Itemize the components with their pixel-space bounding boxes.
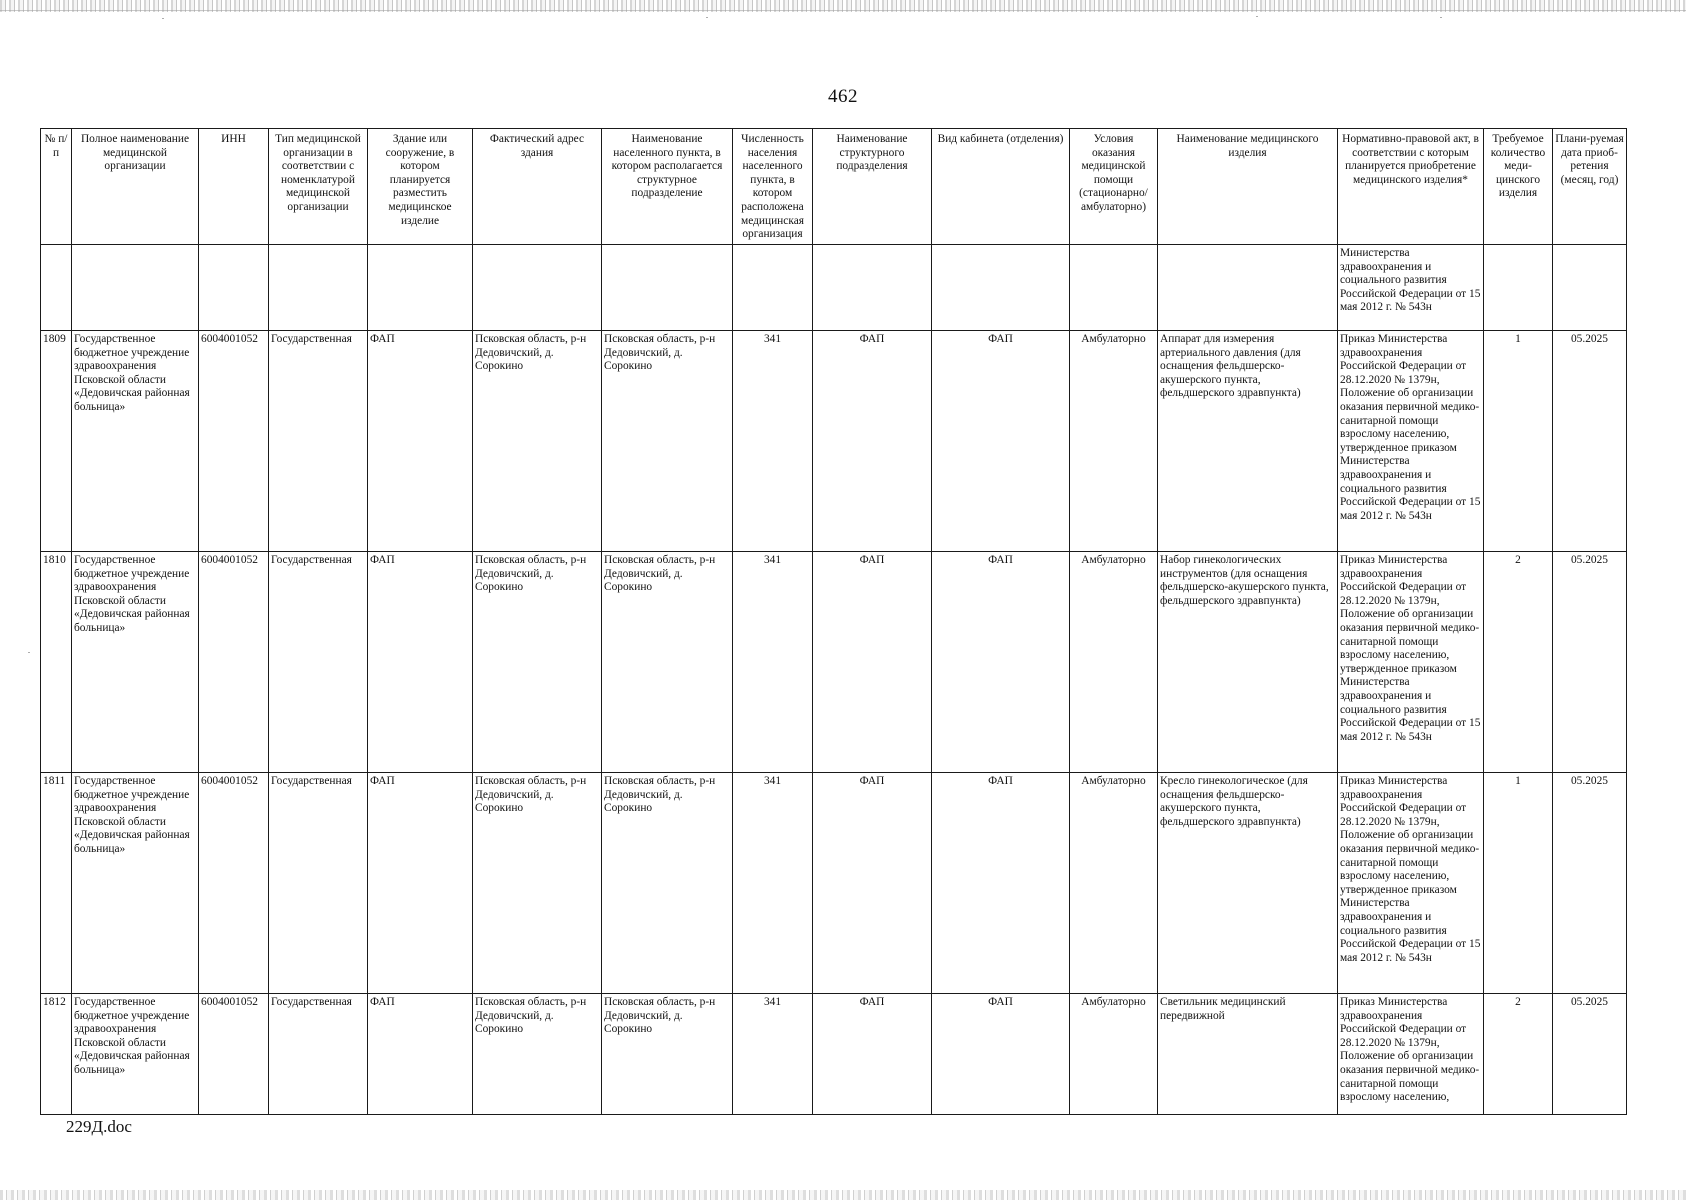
cell-cabinet: ФАП [932,773,1070,994]
cell-subdivision: ФАП [813,994,932,1115]
cell-building: ФАП [368,994,473,1115]
table-row-continuation [41,245,1627,331]
table-row [41,331,1627,552]
scan-speck [1256,16,1258,17]
header-type: Тип медицинской организации в соответствии с номенклатурой медицинской организации [269,129,368,245]
cell-legal-act: Приказ Министерства здравоохранения Российской Федерации от 28.12.2020 № 1379н, Положение об организации оказания первичной медико-санитарной помощи взрослому населению, утвержденное приказом Министерства здравоохранения и социального развития Российской Федерации от 15 мая 2012 г. № 543н [1338,552,1484,773]
cell-num: 1811 [41,773,72,994]
cell-inn: 6004001052 [199,331,269,552]
cell-org: Государственное бюджетное учреждение здравоохранения Псковской области «Дедовичская районная больница» [72,331,199,552]
cell-quantity: 2 [1484,994,1553,1115]
cell-locality: Псковская область, р-н Дедовичский, д. Сорокино [602,331,733,552]
cell-conditions: Амбулаторно [1070,773,1158,994]
cell-quantity: 1 [1484,773,1553,994]
cell-population: 341 [733,331,813,552]
cell-population: 341 [733,994,813,1115]
cell-building: ФАП [368,773,473,994]
cell-locality: Псковская область, р-н Дедовичский, д. Сорокино [602,552,733,773]
header-device: Наименование медицинского изделия [1158,129,1338,245]
header-org: Полное наименование медицинской организации [72,129,199,245]
table-row [41,994,1627,1115]
header-cabinet: Вид кабинета (отделения) [932,129,1070,245]
header-address: Фактический адрес здания [473,129,602,245]
cell-quantity: 1 [1484,331,1553,552]
header-locality: Наименование населенного пункта, в котором располагается структурное подразделение [602,129,733,245]
cell-conditions: Амбулаторно [1070,994,1158,1115]
scan-speck [706,17,708,18]
cell-cabinet: ФАП [932,994,1070,1115]
equipment-table [40,128,1627,1115]
cell-cabinet: ФАП [932,552,1070,773]
cell-address: Псковская область, р-н Дедовичский, д. Сорокино [473,331,602,552]
equipment-table-wrapper [40,128,1626,1115]
cell-device: Кресло гинекологическое (для оснащения фельдшерско-акушерского пункта, фельдшерского здравпункта) [1158,773,1338,994]
cell-org: Государственное бюджетное учреждение здравоохранения Псковской области «Дедовичская районная больница» [72,552,199,773]
scan-edge-bottom [0,1190,1686,1200]
table-row [41,773,1627,994]
cell-quantity: 2 [1484,552,1553,773]
cell-subdivision: ФАП [813,552,932,773]
cell-population: 341 [733,773,813,994]
cell-address: Псковская область, р-н Дедовичский, д. Сорокино [473,773,602,994]
header-building: Здание или сооружение, в котором планируется разместить медицинское изделие [368,129,473,245]
header-num: № п/п [41,129,72,245]
cell-device: Аппарат для измерения артериального давления (для оснащения фельдшерско-акушерского пункта, фельдшерского здравпункта) [1158,331,1338,552]
cell-num: 1810 [41,552,72,773]
header-inn: ИНН [199,129,269,245]
header-legal-act: Нормативно-правовой акт, в соответствии с которым планируется приобретение медицинского изделия* [1338,129,1484,245]
cell-population: 341 [733,552,813,773]
cell-num: 1809 [41,331,72,552]
cell-date: 05.2025 [1553,994,1627,1115]
cell-building: ФАП [368,552,473,773]
scan-edge-top [0,0,1686,12]
cell-subdivision: ФАП [813,331,932,552]
cell-type: Государственная [269,994,368,1115]
cell-conditions: Амбулаторно [1070,331,1158,552]
cell-conditions: Амбулаторно [1070,552,1158,773]
cell-subdivision: ФАП [813,773,932,994]
cell-date: 05.2025 [1553,773,1627,994]
cell-type: Государственная [269,331,368,552]
cell-inn: 6004001052 [199,773,269,994]
cell-inn: 6004001052 [199,994,269,1115]
header-conditions: Условия оказания медицинской помощи (стационарно/ амбулаторно) [1070,129,1158,245]
cell-legal-act: Министерства здравоохранения и социального развития Российской Федерации от 15 мая 2012 г. № 543н [1338,245,1484,331]
cell-date: 05.2025 [1553,552,1627,773]
cell-num: 1812 [41,994,72,1115]
cell-org: Государственное бюджетное учреждение здравоохранения Псковской области «Дедовичская районная больница» [72,994,199,1115]
cell-address: Псковская область, р-н Дедовичский, д. Сорокино [473,994,602,1115]
header-population: Численность населения населенного пункта, в котором расположена медицинская организация [733,129,813,245]
cell-legal-act: Приказ Министерства здравоохранения Российской Федерации от 28.12.2020 № 1379н, Положение об организации оказания первичной медико-санитарной помощи взрослому населению, утвержденное приказом Министерства здравоохранения и социального развития Российской Федерации от 15 мая 2012 г. № 543н [1338,773,1484,994]
cell-type: Государственная [269,773,368,994]
cell-cabinet: ФАП [932,331,1070,552]
cell-legal-act: Приказ Министерства здравоохранения Российской Федерации от 28.12.2020 № 1379н, Положение об организации оказания первичной медико-санитарной помощи взрослому населению, [1338,994,1484,1115]
page-number: 462 [828,86,858,107]
table-row [41,552,1627,773]
cell-address: Псковская область, р-н Дедовичский, д. Сорокино [473,552,602,773]
cell-type: Государственная [269,552,368,773]
scan-speck [28,652,30,653]
cell-date: 05.2025 [1553,331,1627,552]
cell-org: Государственное бюджетное учреждение здравоохранения Псковской области «Дедовичская районная больница» [72,773,199,994]
document-filename: 229Д.doc [66,1117,132,1136]
scan-speck [162,18,164,19]
cell-device: Светильник медицинский передвижной [1158,994,1338,1115]
cell-building: ФАП [368,331,473,552]
header-quantity: Требуемое количество меди-цинского изделия [1484,129,1553,245]
scan-speck [1440,17,1442,18]
cell-device: Набор гинекологических инструментов (для оснащения фельдшерско-акушерского пункта, фельдшерского здравпункта) [1158,552,1338,773]
table-header-row [41,129,1627,245]
cell-inn: 6004001052 [199,552,269,773]
header-subdivision: Наименование структурного подразделения [813,129,932,245]
cell-locality: Псковская область, р-н Дедовичский, д. Сорокино [602,994,733,1115]
cell-locality: Псковская область, р-н Дедовичский, д. Сорокино [602,773,733,994]
header-date: Плани-руемая дата приоб-ретения (месяц, год) [1553,129,1627,245]
cell-legal-act: Приказ Министерства здравоохранения Российской Федерации от 28.12.2020 № 1379н, Положение об организации оказания первичной медико-санитарной помощи взрослому населению, утвержденное приказом Министерства здравоохранения и социального развития Российской Федерации от 15 мая 2012 г. № 543н [1338,331,1484,552]
